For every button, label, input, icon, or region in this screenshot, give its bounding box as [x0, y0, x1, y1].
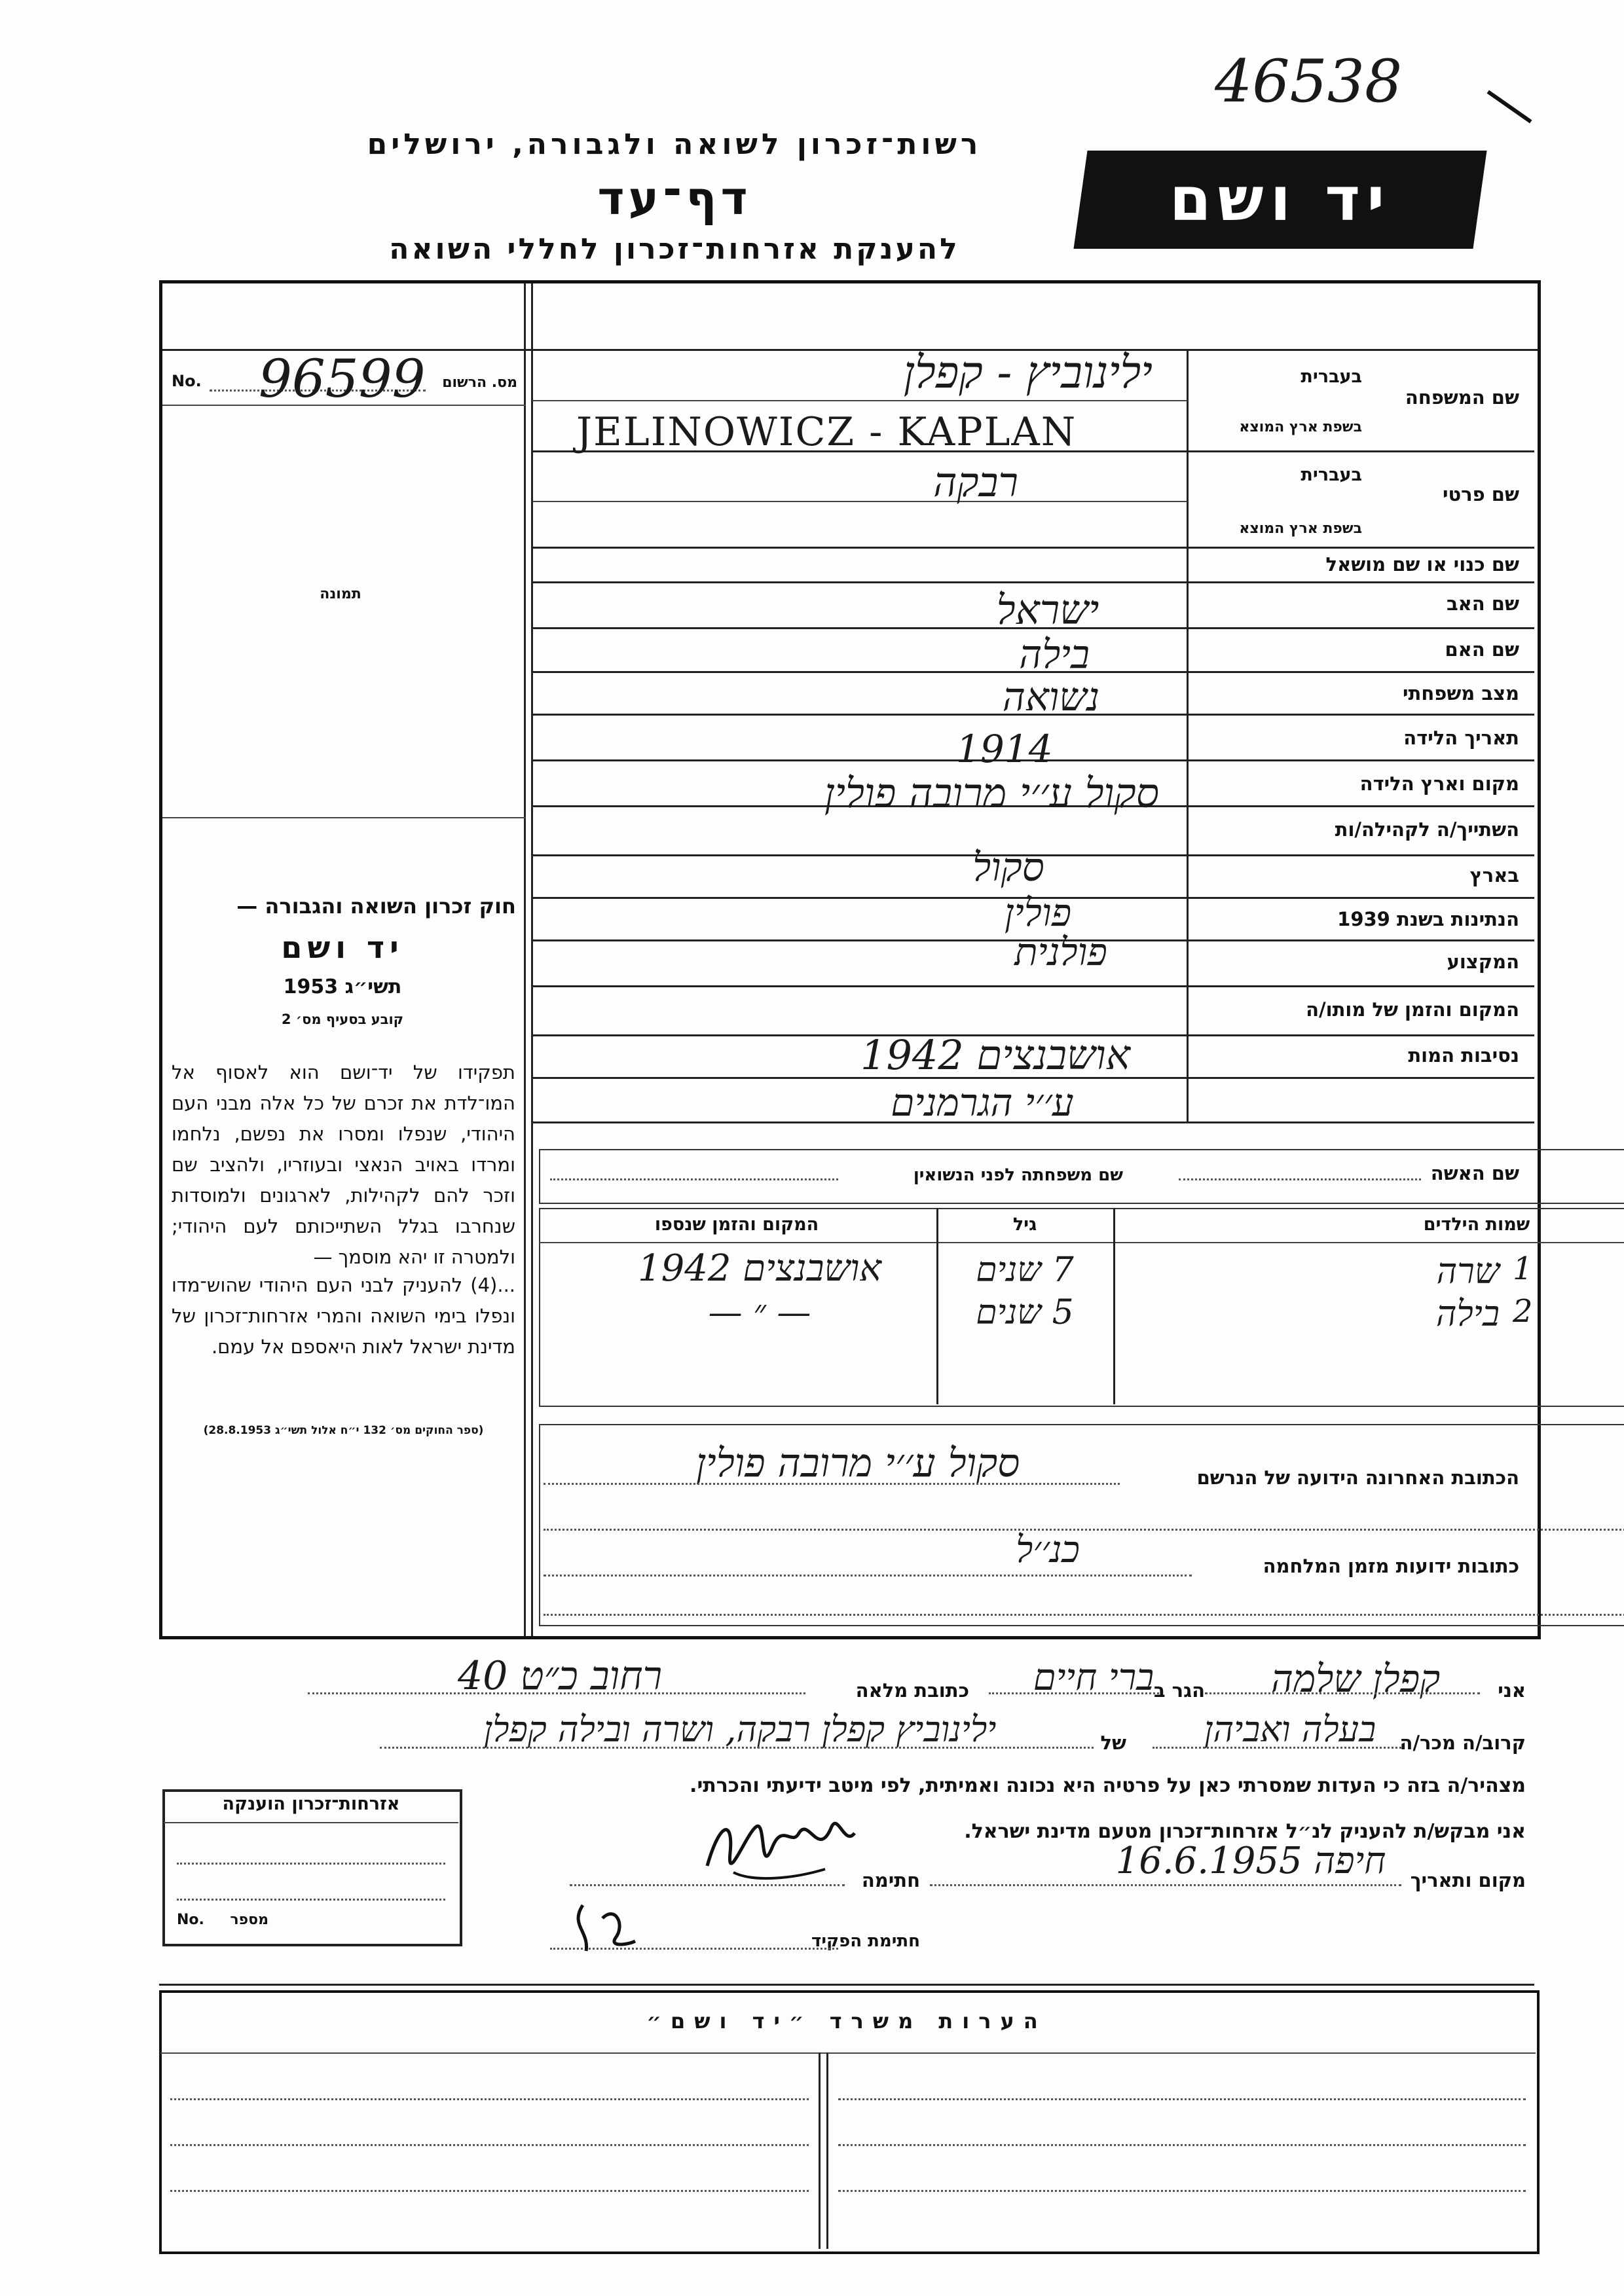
office-col-divider-inner: [826, 2052, 828, 2249]
reg-number: 96599: [259, 348, 426, 409]
row-line: [532, 581, 1534, 583]
occupation-label: המקצוע: [1447, 951, 1519, 973]
row-line: [532, 985, 1534, 987]
community: סקול: [972, 845, 1044, 890]
family-name-he: ילינוביץ - קפלן: [903, 347, 1153, 399]
origin-lang-label: בשפת ארץ המוצא: [1239, 419, 1362, 435]
office-top-line: [159, 1984, 1534, 1986]
citizenship: פולנית: [1014, 930, 1107, 974]
office-dotline: [838, 2190, 1526, 2192]
maiden-dotline: [550, 1178, 838, 1180]
country: פולין: [1004, 890, 1072, 935]
death-place: אושבנצים 1942: [860, 1031, 1130, 1079]
child-1-num: 1: [1513, 1250, 1533, 1287]
relative-label: קרוב/ה מכר/ה: [1399, 1732, 1526, 1754]
law-text-2: ...(4) להעניק לבני העם היהודי שהוש־מדו ונפלו בימי השואה והמרי אזרחות־זכרון של מדינת ישראל לאות היאספם אל עמם.: [172, 1274, 515, 1358]
mother-label: שם האם: [1445, 638, 1519, 661]
col-child-names: שמות הילדים: [1423, 1214, 1530, 1235]
law-title: חוק זכרון השואה והגבורה —: [236, 894, 516, 919]
logo-text: יד ושם: [1169, 164, 1392, 234]
label-divider: [1187, 349, 1189, 1121]
war-address: כנ׳׳ל: [1016, 1529, 1080, 1571]
office-header-line: [160, 2052, 1536, 2054]
office-dotline: [170, 2190, 809, 2192]
declarant-signature: [694, 1807, 864, 1899]
address-dotline-2: [308, 1692, 805, 1694]
child-1-age: 7 שנים: [976, 1250, 1074, 1290]
yad-vashem-logo: [1073, 151, 1486, 249]
declaration: מצהיר/ה בזה כי העדות שמסרתי כאן על פרטיה היא נכונה ואמיתית, לפי מיטב ידיעתי והכרתי.: [690, 1774, 1526, 1797]
hebrew-label-2: בעברית: [1301, 465, 1362, 485]
marital-status: נשואה: [1002, 674, 1100, 720]
reg-label: מס. הרשום: [442, 374, 517, 391]
photo-label: תמונה: [320, 586, 361, 602]
child-2-num: 2: [1513, 1293, 1533, 1330]
of-dotline: [380, 1747, 1094, 1749]
office-dotline: [838, 2144, 1526, 2146]
origin-lang-label-2: בשפת ארץ המוצא: [1239, 520, 1362, 537]
full-address-label: כתובת מלאה: [855, 1679, 969, 1702]
office-col-divider: [819, 2052, 821, 2249]
photo-bottom-line: [162, 817, 526, 818]
i-label: אני: [1498, 1679, 1526, 1702]
death-circumstances: ע׳׳י הגרמנים: [891, 1080, 1074, 1125]
form-subtitle: להענקת אזרחות־זכרון לחללי השואה: [389, 232, 960, 266]
death-circ-label: נסיבות המות: [1408, 1044, 1519, 1066]
office-remarks-title: הערות משרד ״יד ושם״: [646, 2009, 1047, 2033]
child-1-name: שרה: [1436, 1250, 1500, 1292]
left-column-divider-inner: [531, 283, 533, 1636]
birth-date-label: תאריך הלידה: [1403, 727, 1519, 749]
wife-dotline: [1179, 1178, 1421, 1180]
birth-date: 1914: [956, 727, 1053, 771]
father-name: ישראל: [996, 586, 1099, 634]
citizenship-box-title: אזרחות־זכרון הוענקה: [222, 1794, 400, 1814]
birth-place: סקול ע׳׳י מרובה פולין: [824, 769, 1159, 817]
authority-title: רשות־זכרון לשואה ולגבורה, ירושלים: [367, 128, 982, 161]
children-header-line: [539, 1242, 1624, 1243]
place-date-label: מקום ותאריך: [1410, 1869, 1526, 1891]
law-text-1: תפקידו של יד־ושם הוא לאסוף אל המו־לדת את זכרם של כל אלה מבני העם היהודי, שנפלו ומסרו את נפשם, נלחמו ומרדו באויב הנאצי ובעוזריו, ולהציב שם וזכר להם לקהילות, לארגונים ולמוסדות שנחרבו בגלל השתייכותם לעם היהודי; ולמטרה זו יהא מוסמך —: [172, 1061, 515, 1268]
row-subline: [532, 400, 1187, 401]
place-date-dotline: [930, 1884, 1401, 1886]
city-dotline: [989, 1692, 1159, 1694]
law-source: (ספר החוקים מס׳ 132 י״ח אלול תשי״ג 28.8.1953): [203, 1424, 484, 1437]
place-date: חיפה 16.6.1955: [1115, 1840, 1386, 1882]
request: אני מבקש/ת להעניק לנ״ל אזרחות־זכרון מטעם מדינת ישראל.: [964, 1820, 1526, 1843]
last-address: סקול ע׳׳י מרובה פולין: [695, 1440, 1020, 1486]
relation: בעלה ואביהן: [1204, 1709, 1376, 1750]
office-dotline: [170, 2144, 809, 2146]
box-no-en: No.: [177, 1912, 204, 1928]
law-year: תשי״ג 1953: [283, 975, 402, 998]
war-address-label: כתובות ידועות מזמן המלחמה: [1263, 1555, 1519, 1577]
father-label: שם האב: [1446, 592, 1519, 615]
declarant-city: ברי חיים: [1033, 1656, 1154, 1699]
officer-signature: [563, 1892, 681, 1964]
col-age: גיל: [1012, 1214, 1037, 1235]
box-title-line: [164, 1822, 458, 1823]
law-name: יד ושם: [281, 930, 404, 965]
office-dotline: [838, 2098, 1526, 2100]
last-address-dotline: [544, 1483, 1120, 1485]
child-2-name: בילה: [1435, 1293, 1500, 1334]
declarant-name: קפלן שלמה: [1270, 1656, 1441, 1701]
reg-no-label: No.: [172, 372, 202, 390]
office-dotline: [170, 2098, 809, 2100]
citizenship-label: הנתינות בשנת 1939: [1337, 908, 1519, 930]
marital-label: מצב משפחתי: [1402, 682, 1519, 704]
nickname-label: שם כנוי או שם מושאל: [1325, 553, 1519, 575]
children-col-divider: [1113, 1208, 1115, 1404]
resides-label: הגר ב: [1153, 1679, 1205, 1702]
signature-label: חתימה: [861, 1869, 920, 1891]
child-2-age: 5 שנים: [976, 1293, 1074, 1332]
first-name-label: שם פרטי: [1442, 483, 1519, 505]
hebrew-label: בעברית: [1301, 367, 1362, 387]
birth-place-label: מקום וארץ הלידה: [1359, 773, 1519, 795]
relation-dotline: [1153, 1747, 1401, 1749]
death-place-label: המקום והזמן של מותו/ה: [1306, 998, 1519, 1021]
declarant-name-dotline: [1205, 1692, 1480, 1694]
declarant-address: רחוב כ״ט 40: [457, 1653, 663, 1699]
community-label: השתייך/ה לקהילה/ות: [1335, 818, 1519, 841]
reg-line: [162, 405, 526, 406]
pen-mark: [1487, 90, 1532, 124]
wife-label: שם האשה: [1430, 1162, 1519, 1184]
first-name-he: רבקה: [933, 458, 1018, 506]
archive-number: 46538: [1215, 47, 1403, 116]
last-address-label: הכתובת האחרונה הידועה של הנרשם: [1196, 1467, 1519, 1489]
form-title: דף־עד: [597, 172, 752, 225]
family-name-label: שם המשפחה: [1405, 386, 1519, 409]
left-column-divider: [524, 283, 526, 1636]
box-dotline: [177, 1899, 445, 1901]
box-no-he: מספר: [230, 1912, 268, 1928]
box-dotline: [177, 1863, 445, 1865]
relation-of: ילינוביץ קפלן רבקה, ושרה ובילה קפלן: [483, 1709, 997, 1750]
row-line: [532, 547, 1534, 549]
maiden-label: שם משפחתה לפני הנשואין: [913, 1165, 1123, 1185]
child-1-place: אושבנצים 1942: [637, 1247, 882, 1290]
of-label: של: [1100, 1732, 1126, 1754]
officer-signature-label: חתימת הפקיד: [811, 1931, 920, 1951]
address-dotline: [544, 1614, 1624, 1616]
family-name-latin: JELINOWICZ - KAPLAN: [576, 409, 1077, 455]
col-place-time: המקום והזמן שנספו: [654, 1214, 819, 1235]
law-clause: קובע בסעיף מס׳ 2: [281, 1011, 404, 1027]
war-address-dotline: [544, 1575, 1192, 1576]
country-label: בארץ: [1469, 864, 1519, 886]
child-2-place: — ״ —: [708, 1293, 811, 1332]
mother-name: בילה: [1019, 632, 1090, 678]
children-col-divider: [936, 1208, 938, 1404]
